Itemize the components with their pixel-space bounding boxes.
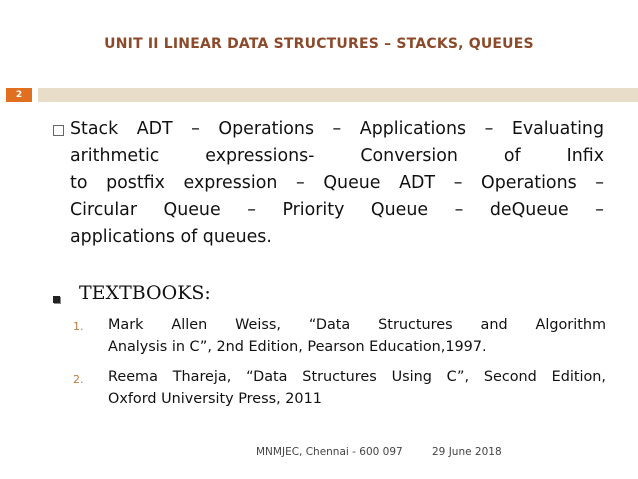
textbook-entry — [108, 314, 606, 358]
textbook-line: Mark Allen Weiss, “Data Structures and Algorithm — [108, 317, 606, 333]
textbook-number: 1. — [73, 320, 84, 333]
slide-number: 2 — [6, 88, 32, 102]
header-bar — [38, 88, 638, 102]
syllabus-line: Circular Queue – Priority Queue – deQueue – — [70, 200, 604, 220]
syllabus-text — [70, 116, 604, 251]
textbook-line: Oxford University Press, 2011 — [108, 391, 322, 407]
slide-title: UNIT II LINEAR DATA STRUCTURES – STACKS, QUEUES — [104, 36, 534, 52]
textbook-line: Analysis in C”, 2nd Edition, Pearson Education,1997. — [108, 339, 487, 355]
textbook-line: Reema Thareja, “Data Structures Using C”, Second Edition, — [108, 369, 606, 385]
syllabus-bullet-icon — [53, 125, 64, 136]
footer-institution: MNMJEC, Chennai - 600 097 — [256, 446, 403, 458]
syllabus-line: arithmetic expressions- Conversion of Infix — [70, 146, 604, 166]
syllabus-line: to postfix expression – Queue ADT – Operations – — [70, 173, 604, 193]
syllabus-line: applications of queues. — [70, 227, 272, 247]
textbooks-heading: TEXTBOOKS: — [79, 282, 211, 304]
textbook-entry — [108, 366, 606, 410]
textbooks-bullet-icon — [53, 296, 60, 303]
footer-date: 29 June 2018 — [432, 446, 502, 458]
textbook-number: 2. — [73, 373, 84, 386]
syllabus-line: Stack ADT – Operations – Applications – Evaluating — [70, 119, 604, 139]
